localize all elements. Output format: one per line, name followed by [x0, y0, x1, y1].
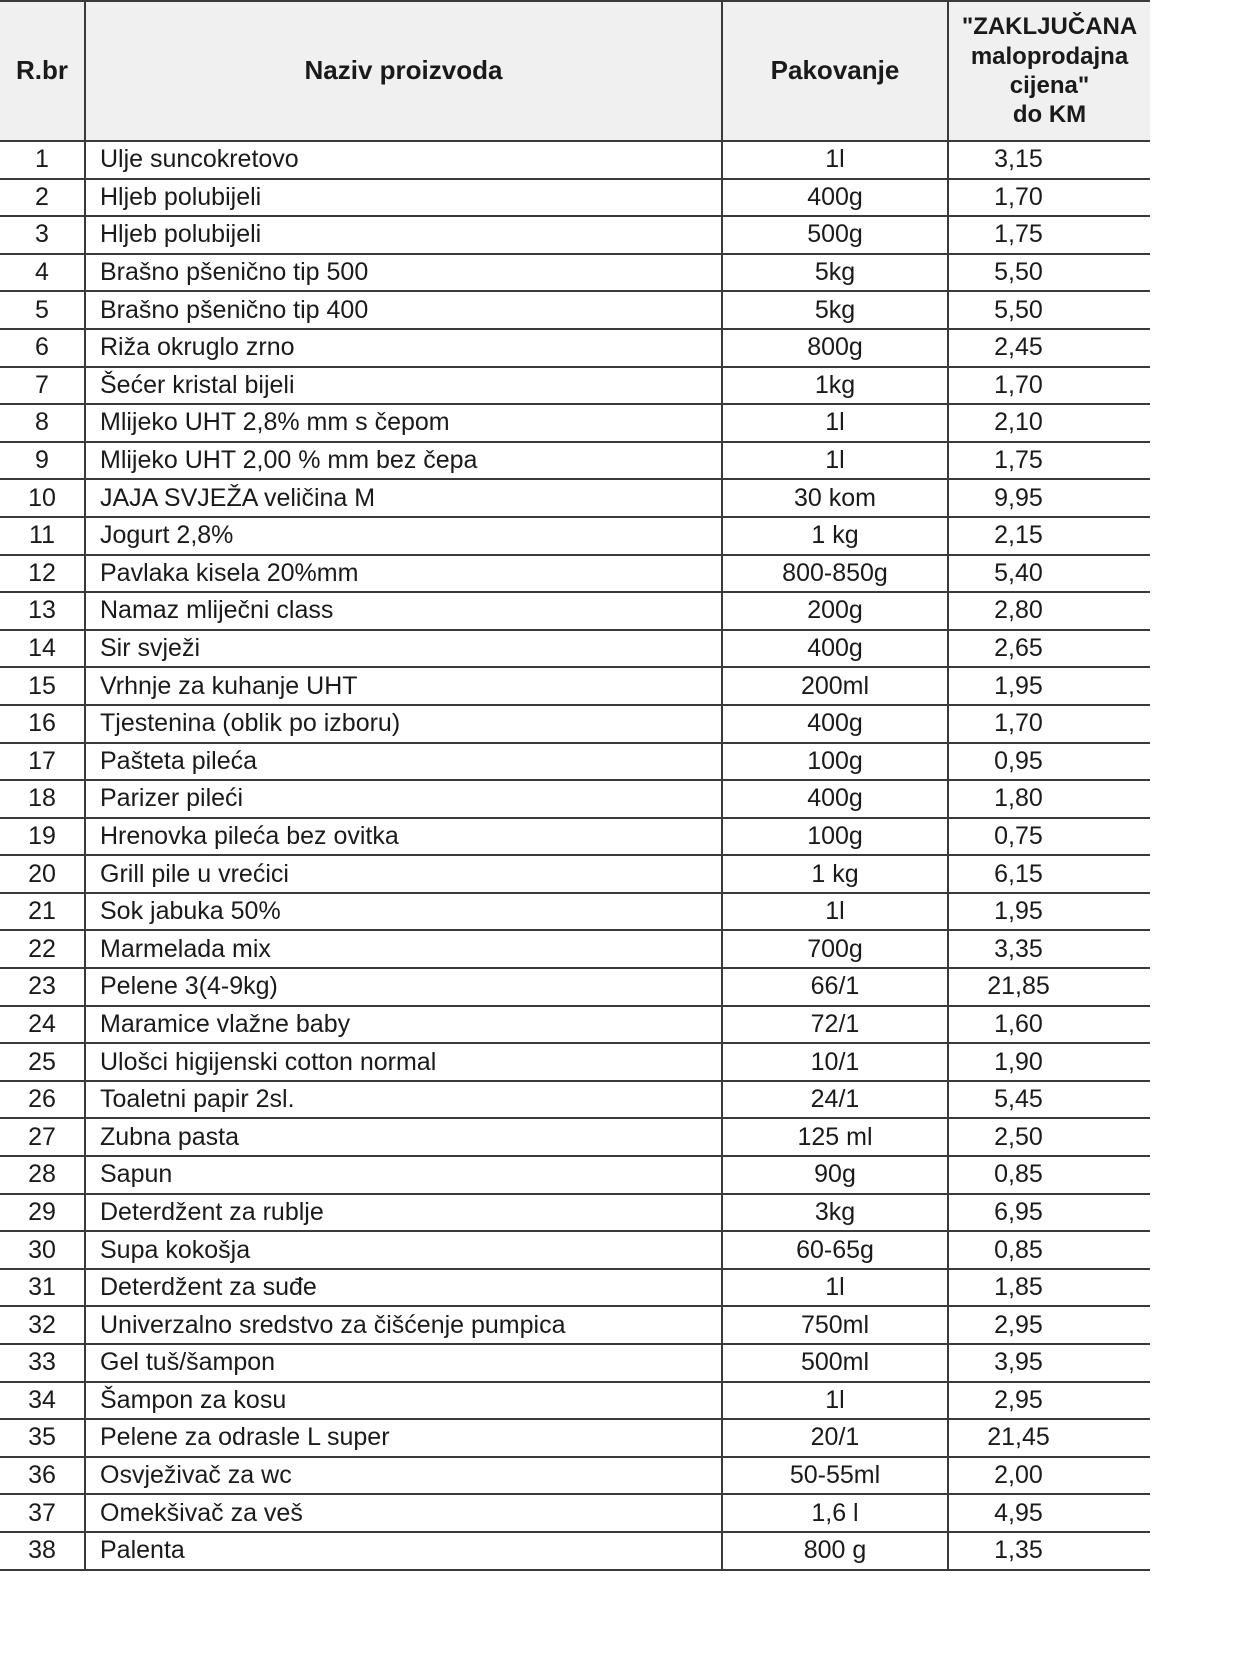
- package-size: 400g: [722, 705, 948, 743]
- row-number: 14: [0, 630, 85, 668]
- product-name: Sok jabuka 50%: [85, 893, 722, 931]
- locked-price: 5,40: [948, 555, 1150, 593]
- table-header: [0, 1, 1150, 141]
- row-number: 22: [0, 930, 85, 968]
- package-size: 66/1: [722, 968, 948, 1006]
- product-name: Brašno pšenično tip 400: [85, 291, 722, 329]
- product-name: Univerzalno sredstvo za čišćenje pumpica: [85, 1306, 722, 1344]
- table-row: [0, 1419, 1150, 1457]
- product-name: Hrenovka pileća bez ovitka: [85, 818, 722, 856]
- package-size: 400g: [722, 780, 948, 818]
- row-number: 4: [0, 254, 85, 292]
- package-size: 24/1: [722, 1081, 948, 1119]
- row-number: 32: [0, 1306, 85, 1344]
- product-name: Sir svježi: [85, 630, 722, 668]
- row-number: 25: [0, 1043, 85, 1081]
- locked-price: 1,85: [948, 1269, 1150, 1307]
- product-name: Omekšivač za veš: [85, 1494, 722, 1532]
- row-number: 12: [0, 555, 85, 593]
- package-size: 500g: [722, 216, 948, 254]
- product-name: Deterdžent za rublje: [85, 1194, 722, 1232]
- locked-price: 1,80: [948, 780, 1150, 818]
- table-row: [0, 705, 1150, 743]
- package-size: 400g: [722, 630, 948, 668]
- package-size: 30 kom: [722, 479, 948, 517]
- package-size: 200g: [722, 592, 948, 630]
- product-name: Hljeb polubijeli: [85, 216, 722, 254]
- table-row: [0, 743, 1150, 781]
- price-header-line-2: maloprodajna: [970, 42, 1129, 70]
- locked-price: 3,35: [948, 930, 1150, 968]
- table-row: [0, 930, 1150, 968]
- table-row: [0, 141, 1150, 179]
- product-name: Jogurt 2,8%: [85, 517, 722, 555]
- locked-price: 1,70: [948, 179, 1150, 217]
- package-size: 1l: [722, 404, 948, 442]
- product-name: Vrhnje za kuhanje UHT: [85, 667, 722, 705]
- package-size: 800-850g: [722, 555, 948, 593]
- row-number: 15: [0, 667, 85, 705]
- locked-price: 0,85: [948, 1156, 1150, 1194]
- product-name: Šampon za kosu: [85, 1382, 722, 1420]
- price-header-line-1: "ZAKLJUČANA: [961, 13, 1138, 41]
- table-row: [0, 1006, 1150, 1044]
- product-name: Riža okruglo zrno: [85, 329, 722, 367]
- product-name: Parizer pileći: [85, 780, 722, 818]
- product-name: Toaletni papir 2sl.: [85, 1081, 722, 1119]
- package-size: 90g: [722, 1156, 948, 1194]
- locked-price: 4,95: [948, 1494, 1150, 1532]
- column-header-rbr: R.br: [0, 1, 85, 141]
- table-row: [0, 1269, 1150, 1307]
- package-size: 3kg: [722, 1194, 948, 1232]
- locked-price: 2,50: [948, 1118, 1150, 1156]
- product-name: Pelene 3(4-9kg): [85, 968, 722, 1006]
- locked-price: 1,75: [948, 216, 1150, 254]
- locked-price: 6,95: [948, 1194, 1150, 1232]
- row-number: 26: [0, 1081, 85, 1119]
- price-header-line-4: do KM: [1012, 101, 1087, 129]
- locked-price: 1,60: [948, 1006, 1150, 1044]
- table-row: [0, 968, 1150, 1006]
- table-row: [0, 780, 1150, 818]
- table-row: [0, 329, 1150, 367]
- locked-price: 2,00: [948, 1457, 1150, 1495]
- package-size: 400g: [722, 179, 948, 217]
- table-row: [0, 1532, 1150, 1570]
- package-size: 700g: [722, 930, 948, 968]
- table-row: [0, 818, 1150, 856]
- locked-price: 1,75: [948, 442, 1150, 480]
- product-name: Sapun: [85, 1156, 722, 1194]
- column-header-price: [948, 1, 1150, 141]
- table-row: [0, 1156, 1150, 1194]
- package-size: 100g: [722, 818, 948, 856]
- locked-price: 9,95: [948, 479, 1150, 517]
- package-size: 10/1: [722, 1043, 948, 1081]
- row-number: 28: [0, 1156, 85, 1194]
- locked-price: 1,70: [948, 367, 1150, 405]
- row-number: 10: [0, 479, 85, 517]
- product-name: Osvježivač za wc: [85, 1457, 722, 1495]
- row-number: 13: [0, 592, 85, 630]
- package-size: 72/1: [722, 1006, 948, 1044]
- row-number: 27: [0, 1118, 85, 1156]
- locked-price: 21,85: [948, 968, 1150, 1006]
- table-row: [0, 1043, 1150, 1081]
- row-number: 16: [0, 705, 85, 743]
- package-size: 200ml: [722, 667, 948, 705]
- locked-price: 2,95: [948, 1382, 1150, 1420]
- package-size: 1 kg: [722, 517, 948, 555]
- table-row: [0, 291, 1150, 329]
- table-row: [0, 517, 1150, 555]
- table-row: [0, 1306, 1150, 1344]
- locked-price: 2,80: [948, 592, 1150, 630]
- locked-price: 2,10: [948, 404, 1150, 442]
- package-size: 750ml: [722, 1306, 948, 1344]
- locked-price: 5,50: [948, 291, 1150, 329]
- locked-price: 3,15: [948, 141, 1150, 179]
- product-name: Pelene za odrasle L super: [85, 1419, 722, 1457]
- row-number: 9: [0, 442, 85, 480]
- row-number: 2: [0, 179, 85, 217]
- package-size: 1 kg: [722, 855, 948, 893]
- table-row: [0, 630, 1150, 668]
- product-name: Namaz mliječni class: [85, 592, 722, 630]
- locked-price: 0,85: [948, 1231, 1150, 1269]
- locked-price: 1,35: [948, 1532, 1150, 1570]
- locked-price: 21,45: [948, 1419, 1150, 1457]
- product-name: Mlijeko UHT 2,00 % mm bez čepa: [85, 442, 722, 480]
- product-name: JAJA SVJEŽA veličina M: [85, 479, 722, 517]
- row-number: 21: [0, 893, 85, 931]
- table-row: [0, 479, 1150, 517]
- row-number: 30: [0, 1231, 85, 1269]
- table-row: [0, 254, 1150, 292]
- product-name: Tjestenina (oblik po izboru): [85, 705, 722, 743]
- package-size: 800g: [722, 329, 948, 367]
- locked-price: 6,15: [948, 855, 1150, 893]
- locked-price: 5,45: [948, 1081, 1150, 1119]
- product-name: Šećer kristal bijeli: [85, 367, 722, 405]
- table-row: [0, 592, 1150, 630]
- row-number: 17: [0, 743, 85, 781]
- locked-price: 1,95: [948, 667, 1150, 705]
- package-size: 50-55ml: [722, 1457, 948, 1495]
- locked-price: 5,50: [948, 254, 1150, 292]
- locked-price: 0,95: [948, 743, 1150, 781]
- row-number: 31: [0, 1269, 85, 1307]
- locked-price: 2,15: [948, 517, 1150, 555]
- row-number: 8: [0, 404, 85, 442]
- table-row: [0, 1494, 1150, 1532]
- table-row: [0, 1081, 1150, 1119]
- package-size: 1kg: [722, 367, 948, 405]
- row-number: 33: [0, 1344, 85, 1382]
- row-number: 37: [0, 1494, 85, 1532]
- package-size: 60-65g: [722, 1231, 948, 1269]
- row-number: 18: [0, 780, 85, 818]
- package-size: 1l: [722, 442, 948, 480]
- locked-price: 0,75: [948, 818, 1150, 856]
- table-body: [0, 141, 1150, 1570]
- row-number: 20: [0, 855, 85, 893]
- locked-price: 1,95: [948, 893, 1150, 931]
- row-number: 34: [0, 1382, 85, 1420]
- package-size: 100g: [722, 743, 948, 781]
- package-size: 5kg: [722, 254, 948, 292]
- column-header-name: Naziv proizvoda: [85, 1, 722, 141]
- table-row: [0, 1457, 1150, 1495]
- locked-price: 3,95: [948, 1344, 1150, 1382]
- table-row: [0, 555, 1150, 593]
- table-row: [0, 179, 1150, 217]
- column-header-pack: Pakovanje: [722, 1, 948, 141]
- product-name: Gel tuš/šampon: [85, 1344, 722, 1382]
- product-name: Supa kokošja: [85, 1231, 722, 1269]
- table-row: [0, 216, 1150, 254]
- table-row: [0, 1194, 1150, 1232]
- product-name: Deterdžent za suđe: [85, 1269, 722, 1307]
- row-number: 1: [0, 141, 85, 179]
- row-number: 36: [0, 1457, 85, 1495]
- locked-price: 1,90: [948, 1043, 1150, 1081]
- table-row: [0, 1231, 1150, 1269]
- package-size: 1,6 l: [722, 1494, 948, 1532]
- product-name: Mlijeko UHT 2,8% mm s čepom: [85, 404, 722, 442]
- product-name: Hljeb polubijeli: [85, 179, 722, 217]
- locked-price: 2,95: [948, 1306, 1150, 1344]
- product-name: Grill pile u vrećici: [85, 855, 722, 893]
- row-number: 29: [0, 1194, 85, 1232]
- row-number: 7: [0, 367, 85, 405]
- package-size: 1l: [722, 1269, 948, 1307]
- product-name: Zubna pasta: [85, 1118, 722, 1156]
- table-row: [0, 667, 1150, 705]
- package-size: 1l: [722, 141, 948, 179]
- table-row: [0, 367, 1150, 405]
- price-header-line-3: cijena": [1009, 72, 1090, 99]
- package-size: 500ml: [722, 1344, 948, 1382]
- table-row: [0, 893, 1150, 931]
- table-row: [0, 1118, 1150, 1156]
- locked-price: 2,45: [948, 329, 1150, 367]
- package-size: 5kg: [722, 291, 948, 329]
- package-size: 20/1: [722, 1419, 948, 1457]
- table-row: [0, 1344, 1150, 1382]
- row-number: 19: [0, 818, 85, 856]
- row-number: 3: [0, 216, 85, 254]
- row-number: 24: [0, 1006, 85, 1044]
- product-name: Pašteta pileća: [85, 743, 722, 781]
- package-size: 1l: [722, 1382, 948, 1420]
- row-number: 11: [0, 517, 85, 555]
- row-number: 5: [0, 291, 85, 329]
- package-size: 800 g: [722, 1532, 948, 1570]
- product-name: Pavlaka kisela 20%mm: [85, 555, 722, 593]
- product-name: Palenta: [85, 1532, 722, 1570]
- package-size: 1l: [722, 893, 948, 931]
- header-row: [0, 1, 1150, 141]
- row-number: 23: [0, 968, 85, 1006]
- product-name: Ulje suncokretovo: [85, 141, 722, 179]
- locked-price: 2,65: [948, 630, 1150, 668]
- row-number: 35: [0, 1419, 85, 1457]
- product-name: Marmelada mix: [85, 930, 722, 968]
- table-row: [0, 442, 1150, 480]
- locked-price: 1,70: [948, 705, 1150, 743]
- product-name: Maramice vlažne baby: [85, 1006, 722, 1044]
- table-row: [0, 855, 1150, 893]
- table-row: [0, 404, 1150, 442]
- row-number: 6: [0, 329, 85, 367]
- product-name: Ulošci higijenski cotton normal: [85, 1043, 722, 1081]
- package-size: 125 ml: [722, 1118, 948, 1156]
- row-number: 38: [0, 1532, 85, 1570]
- product-name: Brašno pšenično tip 500: [85, 254, 722, 292]
- table-row: [0, 1382, 1150, 1420]
